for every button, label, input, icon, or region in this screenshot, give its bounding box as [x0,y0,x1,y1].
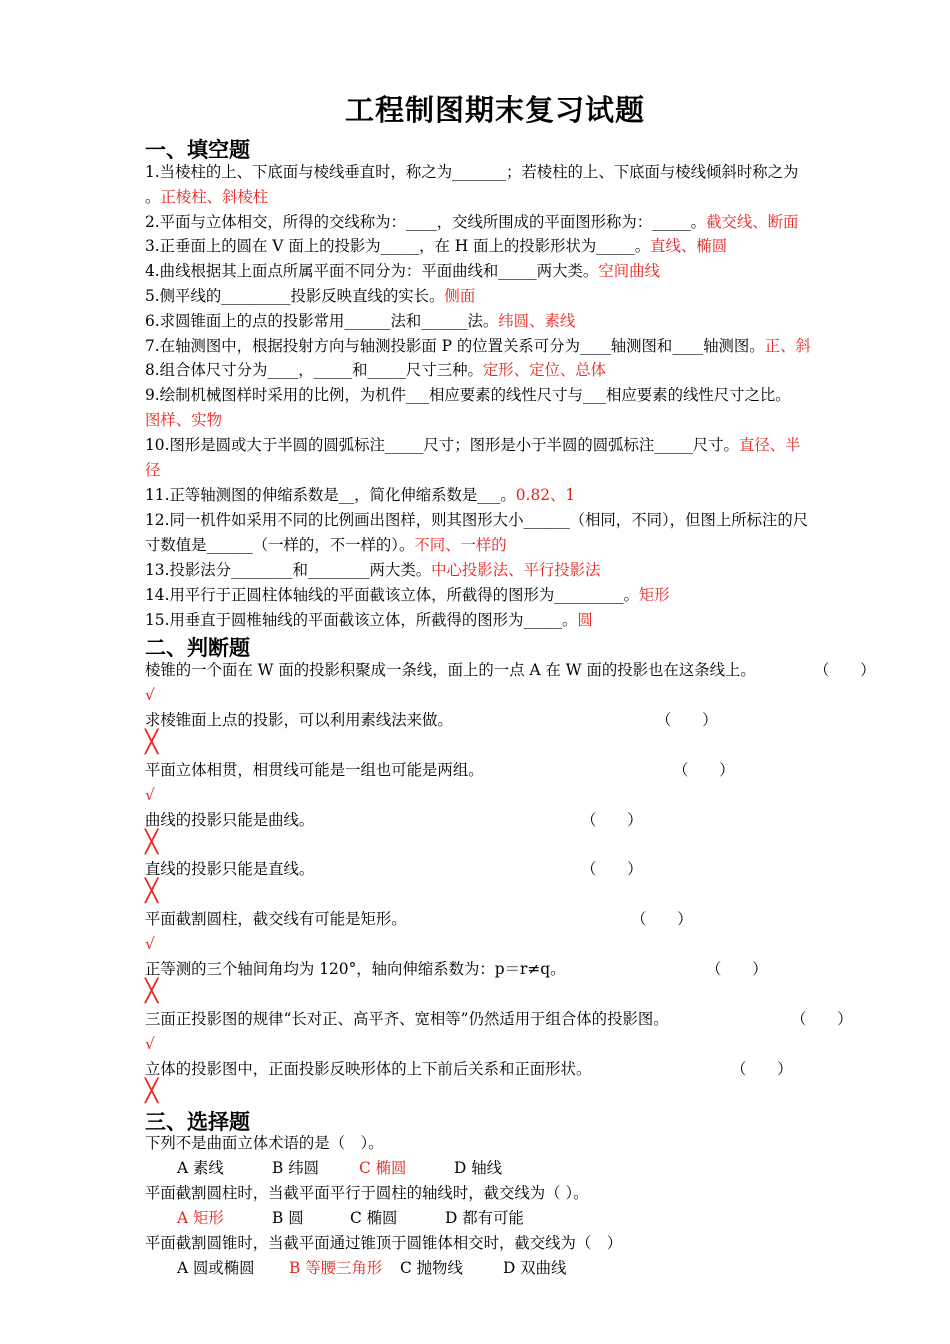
fill-item-3: 3.正垂面上的圆在 V 面上的投影为_____，在 H 面上的投影形状为_____。直线、椭圆 [145,237,728,255]
answer-paren: （ ） [656,711,718,729]
choice-option: C 椭圆 [350,1209,398,1227]
answer-paren: （ ） [631,910,693,928]
answer-text: 侧面 [444,287,476,305]
section-heading-fill-blank: 一、填空题 [145,138,250,162]
fill-item-11: 11.正等轴测图的伸缩系数是__，简化伸缩系数是___。0.82、1 [145,486,576,504]
choice-question-1: 下列不是曲面立体术语的是（ ）。 [145,1134,384,1152]
answer-text: 图样、实物 [145,411,222,429]
fill-item-10-cont [145,460,160,480]
fill-item-4: 4.曲线根据其上面点所属平面不同分为：平面曲线和_____两大类。空间曲线 [145,262,660,280]
answer-paren: （ ） [731,1060,793,1078]
fill-item-9-cont [145,410,222,430]
choice-option: D 双曲线 [503,1259,567,1277]
fill-item-13: 13.投影法分________和________两大类。中心投影法、平行投影法 [145,561,601,579]
answer-text: 不同、一样的 [414,536,507,554]
judge-item-7: 正等测的三个轴间角均为 120°，轴向伸缩系数为：p＝r≠q。 [145,960,566,978]
answer-text: 截交线、断面 [706,213,799,231]
fill-item-7: 7.在轴测图中，根据投射方向与轴测投影面 P 的位置关系可分为____轴测图和____轴测图。正、斜 [145,337,811,355]
judge-item-9: 立体的投影图中，正面投影反映形体的上下前后关系和正面形状。 [145,1060,592,1078]
check-mark: √ [145,1035,155,1053]
page-title: 工程制图期末复习试题 [344,93,645,127]
answer-paren: （ ） [791,1010,853,1028]
choice-option: B 纬圆 [272,1159,319,1177]
answer-text: 中心投影法、平行投影法 [431,561,601,579]
answer-paren: （ ） [673,761,735,779]
judge-item-1: 棱锥的一个面在 W 面的投影积聚成一条线，面上的一点 A 在 W 面的投影也在这条线上。 [145,661,756,679]
fill-item-6: 6.求圆锥面上的点的投影常用______法和______法。纬圆、素线 [145,312,576,330]
answer-text: 空间曲线 [598,262,660,280]
choice-option: B 圆 [272,1209,304,1227]
answer-text: 纬圆、素线 [498,312,576,330]
cross-mark: ╳ [145,1079,159,1104]
answer-text: 圆 [577,611,593,629]
cross-mark: ╳ [145,979,159,1004]
fill-item-1: 1.当棱柱的上、下底面与棱线垂直时，称之为_______；若棱柱的上、下底面与棱线倾斜时称之为 [145,163,799,181]
answer-text: 矩形 [638,586,670,604]
answer-paren: （ ） [706,960,768,978]
answer-text: 径 [145,461,161,479]
judge-item-2: 求棱锥面上点的投影，可以利用素线法来做。 [145,711,453,729]
fill-item-2: 2.平面与立体相交，所得的交线称为：____，交线所围成的平面图形称为：_____。截交线、断面 [145,213,799,231]
judge-item-4: 曲线的投影只能是曲线。 [145,811,315,829]
choice-option-correct: A 矩形 [177,1209,224,1227]
fill-item-14: 14.用平行于正圆柱体轴线的平面截该立体，所截得的图形为_________。矩形 [145,586,670,604]
judge-item-3: 平面立体相贯，相贯线可能是一组也可能是两组。 [145,761,484,779]
fill-item-15: 15.用垂直于圆椎轴线的平面截该立体，所截得的图形为_____。圆 [145,611,593,629]
choice-option: D 都有可能 [445,1209,524,1227]
cross-mark: ╳ [145,730,159,755]
cross-mark: ╳ [145,830,159,855]
choice-option-correct: B 等腰三角形 [289,1259,383,1277]
choice-option: D 轴线 [454,1159,503,1177]
answer-paren: （ ） [581,860,643,878]
choice-option: A 素线 [177,1159,224,1177]
judge-item-5: 直线的投影只能是直线。 [145,860,315,878]
choice-question-3: 平面截割圆锥时，当截平面通过锥顶于圆锥体相交时，截交线为（ ） [145,1234,623,1252]
choice-option: C 抛物线 [400,1259,463,1277]
fill-item-9: 9.绘制机械图样时采用的比例，为机件___相应要素的线性尺寸与___相应要素的线性尺寸之比。 [145,386,791,404]
check-mark: √ [145,935,155,953]
choice-option: A 圆或椭圆 [177,1259,255,1277]
judge-item-8: 三面正投影图的规律“长对正、高平齐、宽相等”仍然适用于组合体的投影图。 [145,1010,669,1028]
choice-question-2: 平面截割圆柱时，当截平面平行于圆柱的轴线时，截交线为（ ）。 [145,1184,589,1202]
answer-text: 正棱柱、斜棱柱 [160,188,269,206]
answer-text: 直线、椭圆 [650,237,728,255]
answer-text: 0.82、1 [515,486,576,504]
answer-text: 正、斜 [764,337,811,355]
choice-option-correct: C 椭圆 [359,1159,407,1177]
answer-text: 定形、定位、总体 [482,361,607,379]
fill-item-12-cont: 寸数值是______（一样的，不一样的）。不同、一样的 [145,536,507,554]
answer-text: 直径、半 [738,436,801,454]
fill-item-5: 5.侧平线的_________投影反映直线的实长。侧面 [145,287,476,305]
check-mark: √ [145,786,155,804]
fill-item-8: 8.组合体尺寸分为____，_____和_____尺寸三种。定形、定位、总体 [145,361,607,379]
section-heading-true-false: 二、判断题 [145,636,250,660]
section-heading-multiple-choice: 三、选择题 [145,1110,250,1134]
fill-item-1-cont: 。正棱柱、斜棱柱 [145,188,269,206]
cross-mark: ╳ [145,879,159,904]
answer-paren: （ ） [581,811,643,829]
fill-item-12: 12.同一机件如采用不同的比例画出图样，则其图形大小______（相同，不同），但图上所标注的尺 [145,511,809,529]
check-mark: √ [145,686,155,704]
fill-item-10: 10.图形是圆或大于半圆的圆弧标注_____尺寸；图形是小于半圆的圆弧标注_____尺寸。直径、半 [145,436,801,454]
judge-item-6: 平面截割圆柱，截交线有可能是矩形。 [145,910,407,928]
answer-paren: （ ） [814,661,876,679]
